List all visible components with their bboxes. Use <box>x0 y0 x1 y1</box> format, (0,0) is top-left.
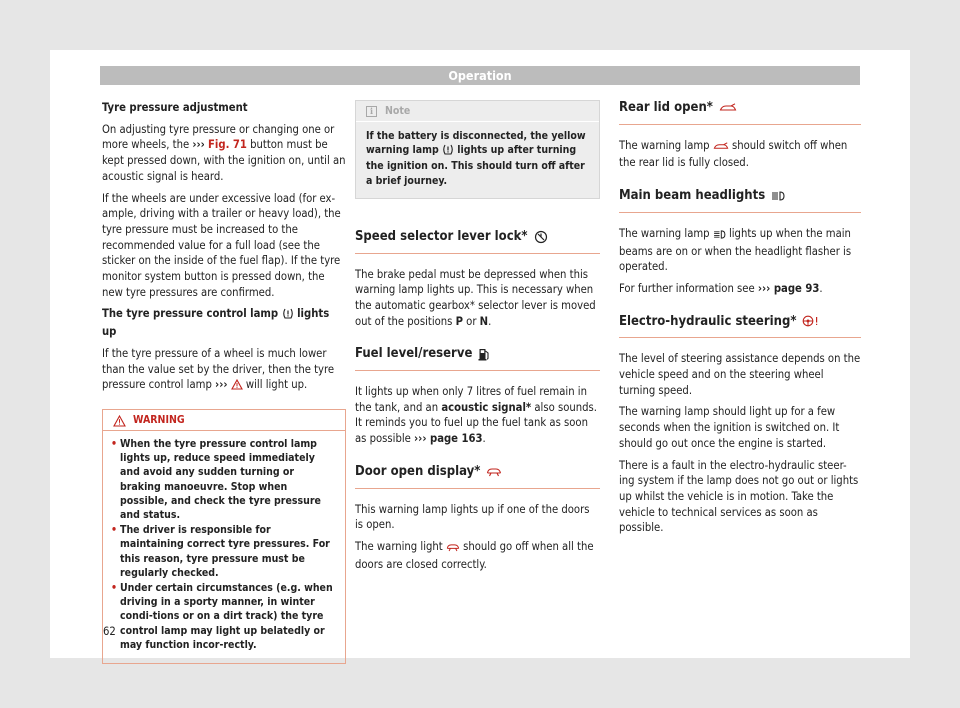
note-box <box>355 100 600 199</box>
warning-box <box>102 409 346 664</box>
info-icon: i <box>366 106 377 117</box>
warning-item: • The driver is responsible for maintaining correct tyre pressures. For this reason, tyre pressure must be regularly checked. <box>111 524 330 579</box>
warning-header <box>103 410 345 431</box>
cross-ref-arrows: ››› <box>192 138 205 152</box>
excessive-load-paragraph: If the wheels are under excessive load (for ex-ample, driving with a trailer or heavy load), the tyre pressure must be increased to the recommended value for a full load (see the sticker on the inside of the fuel flap). If the tyre monitor system button is pressed down, the new tyre pressures are confirmed. <box>102 191 341 299</box>
tyre-pressure-icon <box>282 308 294 324</box>
tyre-lamp-title: The tyre pressure control lamp lights up <box>102 307 330 339</box>
steering-paragraph-2: The warning lamp should light up for a few seconds when the ignition is switched on. It should go out once the engine is started. <box>619 405 840 450</box>
cross-ref-arrows: ››› <box>414 432 427 446</box>
tyre-adjustment-title: Tyre pressure adjustment <box>102 101 248 114</box>
main-beam-paragraph-1: The warning lamp lights up when the main beams are on or when the headlight flasher is operated. <box>619 226 852 274</box>
page-header: Operation <box>100 66 860 85</box>
warning-item: • When the tyre pressure control lamp lights up, reduce speed immediately and avoid any sudden turning or braking manoeuvre. Stop when possible, and check the tyre pressure and status. <box>111 437 321 521</box>
door-open-paragraph-2: The warning light should go off when all the doors are closed correctly. <box>355 539 594 571</box>
rear-lid-icon <box>719 103 737 113</box>
main-beam-icon <box>771 191 785 201</box>
steering-paragraph-1: The level of steering assistance depends on the vehicle speed and on the steering wheel turning speed. <box>619 352 861 397</box>
column-right <box>619 100 861 542</box>
door-open-paragraph-1: This warning lamp lights up if one of the doors is open. <box>355 502 590 532</box>
tyre-pressure-icon <box>442 144 454 159</box>
tyre-lamp-paragraph: If the tyre pressure of a wheel is much lower than the value set by the driver, then the tyre pressure control lamp ››› will light up. <box>102 346 346 395</box>
warning-triangle-icon <box>231 379 243 395</box>
note-label: Note <box>385 105 411 117</box>
rear-lid-icon <box>713 140 729 156</box>
selector-lever-lock-icon <box>534 230 548 244</box>
steering-wheel-warning-icon <box>802 315 820 327</box>
steering-paragraph-3: There is a fault in the electro-hydraulic steer-ing system if the lamp does not go out or lights up whilst the vehicle is in motion. Take the vehicle to technical services as soon as possible. <box>619 458 859 535</box>
fuel-paragraph: It lights up when only 7 litres of fuel remain in the tank, and an acoustic signal* also sounds. It reminds you to fuel up the fuel tank as soon as possible ››› page 163. <box>355 385 597 446</box>
steering-heading: Electro-hydraulic steering* <box>619 314 861 339</box>
column-middle <box>355 100 600 578</box>
main-beam-heading: Main beam headlights <box>619 188 861 213</box>
page-link[interactable]: page 93 <box>770 281 820 295</box>
bullet-icon: • <box>111 437 118 450</box>
note-body: If the battery is disconnected, the yellow warning lamp lights up after turning the ignition on. This should turn off after a brief journey. <box>366 130 586 187</box>
warning-item: • Under certain circumstances (e.g. when driving in a sporty manner, in winter condi-tions or on a dirt track) the tyre control lamp may light up belatedly or may function incor-rectly. <box>111 581 333 651</box>
cross-ref-arrows: ››› <box>215 378 228 392</box>
rear-lid-paragraph: The warning lamp should switch off when the rear lid is fully closed. <box>619 138 848 170</box>
fuel-pump-icon <box>478 347 490 361</box>
bullet-icon: • <box>111 524 118 537</box>
speed-lock-heading: Speed selector lever lock* <box>355 229 600 254</box>
cross-ref-arrows: ››› <box>757 281 771 295</box>
page-number: 62 <box>103 625 116 638</box>
door-open-icon <box>486 467 502 477</box>
manual-page <box>50 50 910 658</box>
column-left <box>102 100 346 664</box>
rear-lid-heading: Rear lid open* <box>619 100 861 125</box>
page-link[interactable]: page 163 <box>426 432 483 446</box>
bullet-icon: • <box>111 581 118 594</box>
tyre-adjustment-paragraph: On adjusting tyre pressure or changing one or more wheels, the ››› Fig. 71 button must be kept pressed down, with the ignition on, until an acoustic signal is heard. <box>102 122 346 183</box>
main-beam-paragraph-2: For further information see ››› page 93. <box>619 281 823 295</box>
speed-lock-paragraph: The brake pedal must be depressed when this warning lamp lights up. This is necessary when the automatic gearbox* selector lever is moved out of the positions P or N. <box>355 267 596 328</box>
door-open-icon <box>446 541 460 557</box>
warning-body <box>103 431 345 663</box>
fuel-heading: Fuel level/reserve <box>355 346 600 371</box>
warning-triangle-icon <box>113 414 126 434</box>
warning-label: WARNING <box>133 413 185 426</box>
note-header <box>356 101 599 122</box>
main-beam-icon <box>713 228 726 244</box>
door-open-heading: Door open display* <box>355 464 600 489</box>
fig-link[interactable]: Fig. 71 <box>208 138 247 152</box>
